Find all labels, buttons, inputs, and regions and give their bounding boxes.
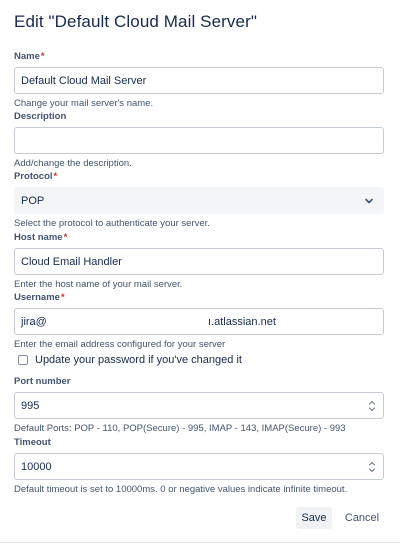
chevron-down-icon <box>364 196 374 206</box>
host-name-input[interactable] <box>14 248 384 275</box>
protocol-select-value: POP <box>21 194 45 207</box>
timeout-input-value: 10000 <box>21 460 52 473</box>
name-help-text: Change your mail server's name. <box>14 98 154 109</box>
save-button[interactable]: Save <box>296 507 332 529</box>
dialog-bottom-divider <box>0 542 400 543</box>
port-number-label: Port number <box>14 376 71 387</box>
stepper-arrows-icon[interactable] <box>367 460 377 474</box>
update-password-checkbox[interactable] <box>18 355 28 365</box>
description-field-group <box>14 111 384 170</box>
name-field-group <box>14 51 384 110</box>
required-mark: * <box>53 171 58 182</box>
host-name-field-group <box>14 232 384 291</box>
name-input[interactable] <box>14 67 384 94</box>
protocol-label: Protocol* <box>14 171 58 182</box>
username-input[interactable] <box>14 308 384 335</box>
host-name-help-text: Enter the host name of your mail server. <box>14 279 183 290</box>
protocol-field-group <box>14 171 384 230</box>
description-label: Description <box>14 111 67 122</box>
port-number-field-group <box>14 376 384 435</box>
timeout-label: Timeout <box>14 437 51 448</box>
name-label: Name* <box>14 51 45 62</box>
description-input[interactable] <box>14 127 384 154</box>
username-help-text: Enter the email address configured for your server <box>14 339 226 350</box>
username-input-domain: ı.atlassian.net <box>208 315 276 328</box>
description-help-text: Add/change the description. <box>14 158 132 169</box>
port-number-input[interactable] <box>14 392 384 419</box>
port-number-input-value: 995 <box>21 399 40 412</box>
required-mark: * <box>63 232 68 243</box>
host-name-input-value: Cloud Email Handler <box>21 255 122 268</box>
dialog-title: Edit "Default Cloud Mail Server" <box>14 12 257 31</box>
stepper-arrows-icon[interactable] <box>367 399 377 413</box>
timeout-input[interactable] <box>14 453 384 480</box>
protocol-select[interactable] <box>14 187 384 214</box>
timeout-field-group <box>14 437 384 496</box>
username-label: Username* <box>14 292 65 303</box>
update-password-row[interactable] <box>18 354 242 366</box>
timeout-help-text: Default timeout is set to 10000ms. 0 or negative values indicate infinite timeout. <box>14 484 348 495</box>
name-input-value: Default Cloud Mail Server <box>21 74 147 87</box>
port-number-help-text: Default Ports: POP - 110, POP(Secure) - 995, IMAP - 143, IMAP(Secure) - 993 <box>14 423 346 434</box>
update-password-label: Update your password if you've changed it <box>35 354 242 366</box>
username-input-prefix: jira@ <box>21 315 47 328</box>
required-mark: * <box>40 51 45 62</box>
host-name-label: Host name* <box>14 232 68 243</box>
cancel-button[interactable]: Cancel <box>341 507 383 529</box>
username-field-group <box>14 292 384 351</box>
protocol-help-text: Select the protocol to authenticate your server. <box>14 218 210 229</box>
required-mark: * <box>60 292 65 303</box>
